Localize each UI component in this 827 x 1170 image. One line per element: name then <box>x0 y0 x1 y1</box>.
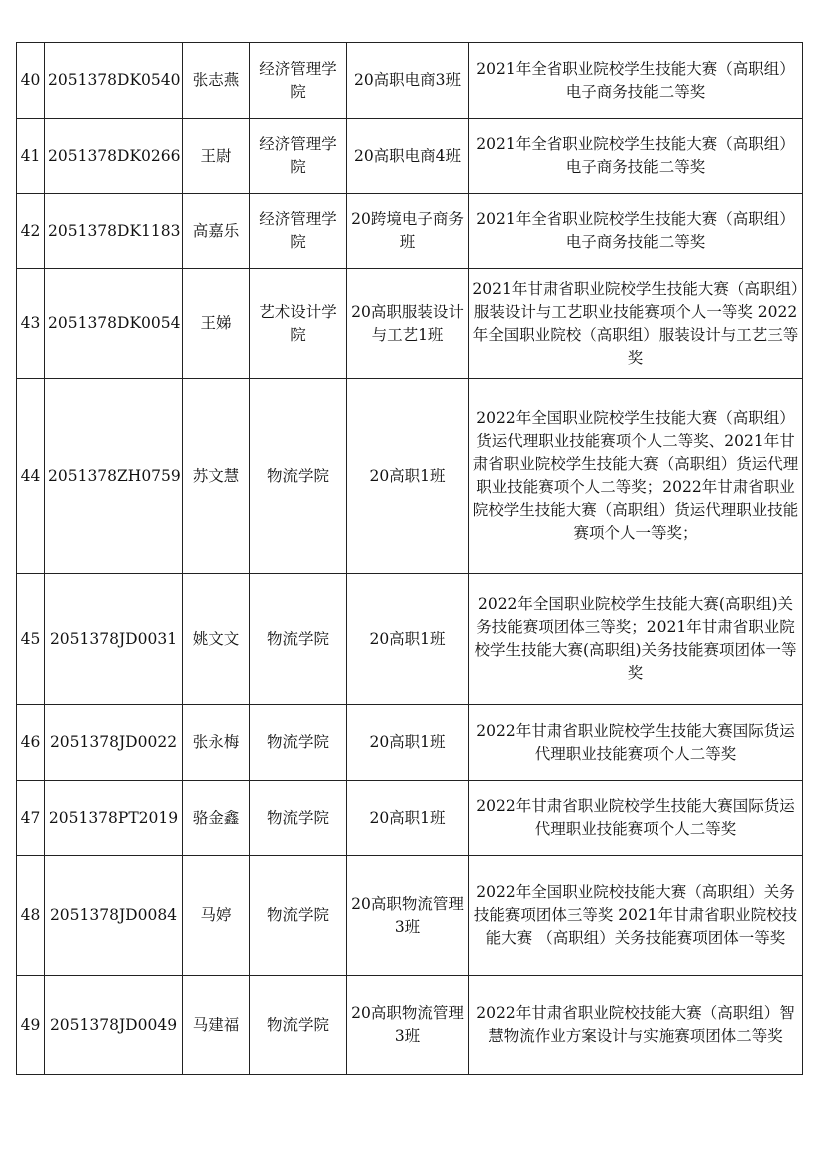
row-number: 41 <box>17 119 45 194</box>
college: 物流学院 <box>250 379 347 574</box>
student-id: 2051378DK0266 <box>45 119 183 194</box>
class-name: 20高职服装设计与工艺1班 <box>347 269 469 379</box>
award-description: 2022年甘肃省职业院校学生技能大赛国际货运代理职业技能赛项个人二等奖 <box>469 781 803 856</box>
student-id: 2051378DK0054 <box>45 269 183 379</box>
table-row <box>17 856 803 976</box>
row-number: 44 <box>17 379 45 574</box>
class-name: 20高职物流管理3班 <box>347 976 469 1075</box>
student-id: 2051378DK1183 <box>45 194 183 269</box>
student-id: 2051378JD0031 <box>45 574 183 705</box>
college: 物流学院 <box>250 574 347 705</box>
row-number: 43 <box>17 269 45 379</box>
college: 物流学院 <box>250 781 347 856</box>
award-description: 2022年全国职业院校学生技能大赛(高职组)关务技能赛项团体三等奖；2021年甘肃省职业院校学生技能大赛(高职组)关务技能赛项团体一等奖 <box>469 574 803 705</box>
student-id: 2051378JD0049 <box>45 976 183 1075</box>
student-name: 高嘉乐 <box>183 194 250 269</box>
class-name: 20高职电商3班 <box>347 43 469 119</box>
class-name: 20高职1班 <box>347 705 469 781</box>
college: 物流学院 <box>250 976 347 1075</box>
student-id: 2051378JD0022 <box>45 705 183 781</box>
award-description: 2021年全省职业院校学生技能大赛（高职组）电子商务技能二等奖 <box>469 194 803 269</box>
student-name: 姚文文 <box>183 574 250 705</box>
award-description: 2022年全国职业院校技能大赛（高职组）关务技能赛项团体三等奖 2021年甘肃省职业院校技能大赛 （高职组）关务技能赛项团体一等奖 <box>469 856 803 976</box>
row-number: 42 <box>17 194 45 269</box>
award-description: 2021年全省职业院校学生技能大赛（高职组）电子商务技能二等奖 <box>469 119 803 194</box>
table-row <box>17 705 803 781</box>
class-name: 20高职1班 <box>347 574 469 705</box>
table-row <box>17 574 803 705</box>
table-row <box>17 379 803 574</box>
class-name: 20高职电商4班 <box>347 119 469 194</box>
row-number: 49 <box>17 976 45 1075</box>
student-name: 张志燕 <box>183 43 250 119</box>
award-roster-table <box>16 42 803 1075</box>
student-name: 王尉 <box>183 119 250 194</box>
row-number: 48 <box>17 856 45 976</box>
student-id: 2051378JD0084 <box>45 856 183 976</box>
student-name: 张永梅 <box>183 705 250 781</box>
college: 经济管理学院 <box>250 194 347 269</box>
table-row <box>17 269 803 379</box>
college: 物流学院 <box>250 856 347 976</box>
student-name: 苏文慧 <box>183 379 250 574</box>
student-name: 马建福 <box>183 976 250 1075</box>
table-row <box>17 43 803 119</box>
award-description: 2022年甘肃省职业院校学生技能大赛国际货运代理职业技能赛项个人二等奖 <box>469 705 803 781</box>
class-name: 20高职物流管理3班 <box>347 856 469 976</box>
award-description: 2021年全省职业院校学生技能大赛（高职组）电子商务技能二等奖 <box>469 43 803 119</box>
award-description: 2022年甘肃省职业院校技能大赛（高职组）智慧物流作业方案设计与实施赛项团体二等奖 <box>469 976 803 1075</box>
table-row <box>17 781 803 856</box>
award-description: 2022年全国职业院校学生技能大赛（高职组）货运代理职业技能赛项个人二等奖、2021年甘肃省职业院校学生技能大赛（高职组）货运代理职业技能赛项个人二等奖；2022年甘肃省职业院校学生技能大赛（高职组）货运代理职业技能赛项个人一等奖； <box>469 379 803 574</box>
college: 经济管理学院 <box>250 43 347 119</box>
class-name: 20高职1班 <box>347 379 469 574</box>
college: 艺术设计学院 <box>250 269 347 379</box>
student-name: 马婷 <box>183 856 250 976</box>
table-row <box>17 194 803 269</box>
student-id: 2051378PT2019 <box>45 781 183 856</box>
class-name: 20跨境电子商务班 <box>347 194 469 269</box>
student-name: 骆金鑫 <box>183 781 250 856</box>
row-number: 47 <box>17 781 45 856</box>
award-description: 2021年甘肃省职业院校学生技能大赛（高职组）服装设计与工艺职业技能赛项个人一等奖 2022年全国职业院校（高职组）服装设计与工艺三等奖 <box>469 269 803 379</box>
class-name: 20高职1班 <box>347 781 469 856</box>
college: 物流学院 <box>250 705 347 781</box>
row-number: 46 <box>17 705 45 781</box>
row-number: 45 <box>17 574 45 705</box>
row-number: 40 <box>17 43 45 119</box>
student-id: 2051378DK0540 <box>45 43 183 119</box>
college: 经济管理学院 <box>250 119 347 194</box>
table-row <box>17 119 803 194</box>
table-row <box>17 976 803 1075</box>
student-id: 2051378ZH0759 <box>45 379 183 574</box>
student-name: 王娣 <box>183 269 250 379</box>
